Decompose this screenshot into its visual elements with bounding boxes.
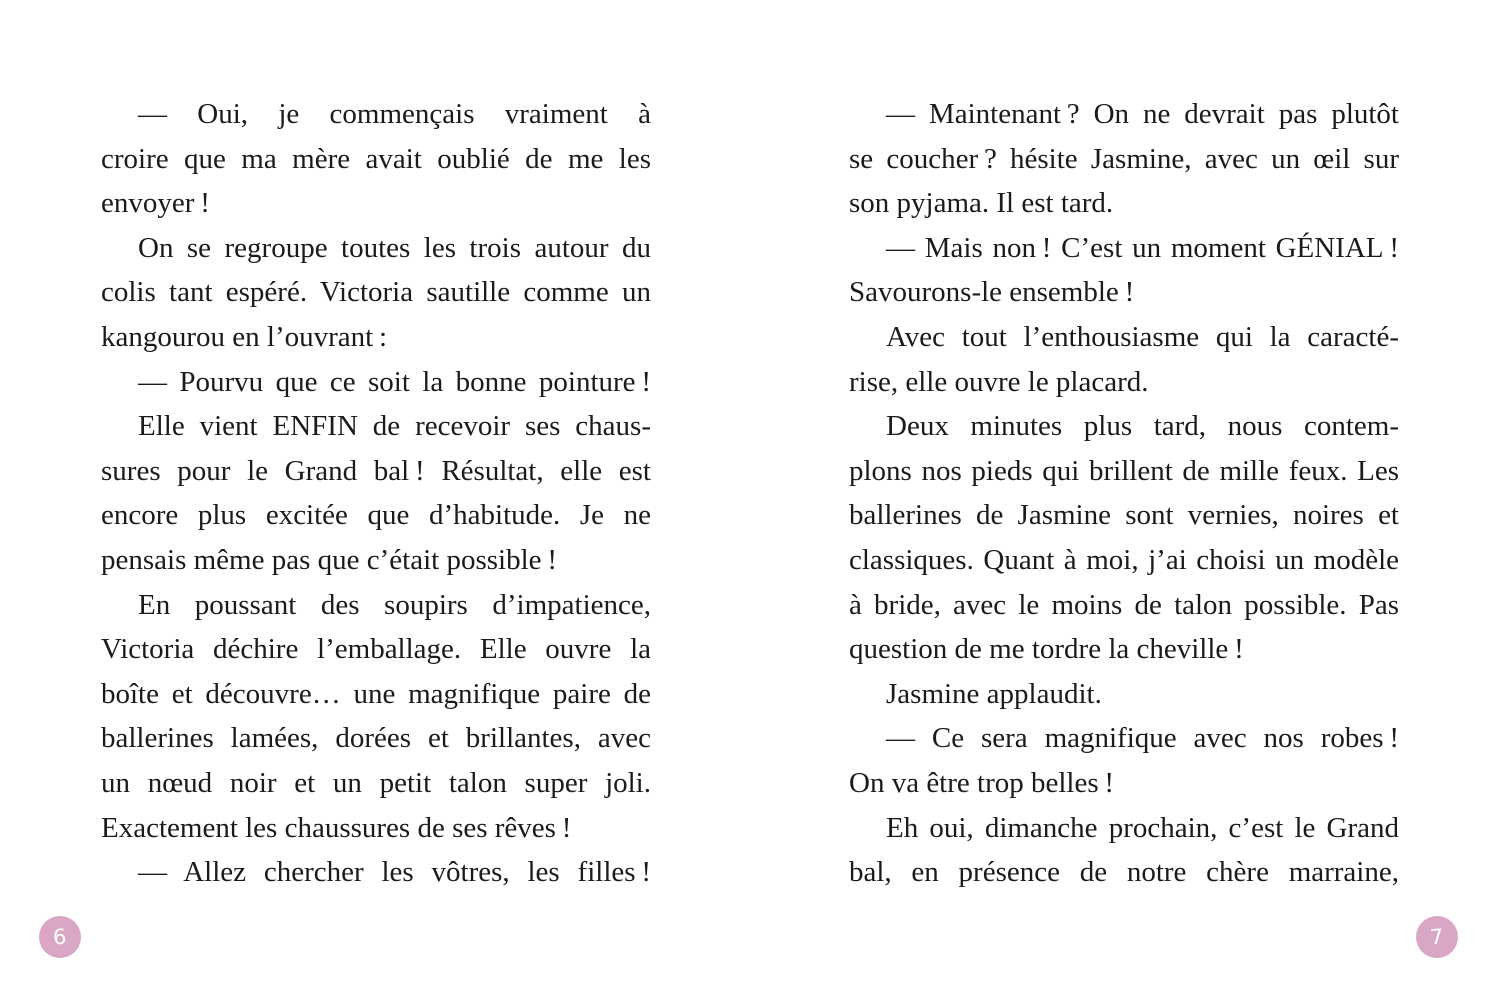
page-number-left: 6 — [52, 924, 68, 949]
text-line: — Mais non ! C’est un moment GÉNIAL ! — [886, 231, 1399, 264]
text-line: — Allez chercher les vôtres, les filles ! — [138, 856, 651, 889]
text-line: croire que ma mère avait oublié de me les — [101, 142, 651, 175]
text-line: encore plus excitée que d’habitude. Je ne — [101, 499, 651, 532]
text-line: question de me tordre la cheville ! — [849, 633, 1244, 666]
text-line: En poussant des soupirs d’impatience, — [138, 588, 651, 621]
text-line: se coucher ? hésite Jasmine, avec un œil sur — [849, 142, 1399, 175]
text-line: sures pour le Grand bal ! Résultat, elle est — [101, 454, 651, 487]
text-line: — Pourvu que ce soit la bonne pointure ! — [138, 365, 651, 398]
page-number-right: 7 — [1429, 924, 1445, 949]
paragraph — [849, 92, 1399, 226]
text-line: Savourons-le ensemble ! — [849, 276, 1135, 309]
paragraph — [849, 226, 1399, 315]
text-line: — Maintenant ? On ne devrait pas plutôt — [886, 98, 1399, 130]
page-number-badge-right — [1416, 916, 1458, 958]
text-line: un nœud noir et un petit talon super joli. — [101, 766, 651, 799]
text-line: — Ce sera magnifique avec nos robes ! — [886, 722, 1399, 755]
page-right — [750, 0, 1500, 994]
page-number-badge-left — [39, 916, 81, 958]
paragraph — [849, 404, 1399, 672]
text-line: Deux minutes plus tard, nous contem- — [886, 410, 1399, 443]
paragraph — [849, 315, 1399, 404]
paragraph — [101, 583, 651, 851]
text-line: rise, elle ouvre le placard. — [849, 365, 1149, 398]
text-line: bal, en présence de notre chère marraine, — [849, 856, 1399, 889]
paragraph — [101, 360, 651, 405]
text-line: ballerines lamées, dorées et brillantes, avec — [101, 722, 651, 755]
text-line: classiques. Quant à moi, j’ai choisi un modèle — [849, 543, 1399, 576]
text-line: pensais même pas que c’était possible ! — [101, 543, 557, 576]
paragraph — [849, 716, 1399, 805]
text-line: Eh oui, dimanche prochain, c’est le Grand — [886, 811, 1399, 844]
text-line: Elle vient ENFIN de recevoir ses chaus- — [138, 410, 651, 443]
text-line: boîte et découvre… une magnifique paire de — [101, 677, 651, 710]
text-line: Exactement les chaussures de ses rêves ! — [101, 811, 572, 844]
text-line: colis tant espéré. Victoria sautille comme un — [101, 276, 651, 309]
paragraph — [101, 226, 651, 360]
page-left-text-column — [101, 92, 651, 895]
text-line: ballerines de Jasmine sont vernies, noires et — [849, 499, 1399, 532]
paragraph — [101, 92, 651, 226]
text-line: plons nos pieds qui brillent de mille feux. Les — [849, 454, 1399, 487]
text-line: son pyjama. Il est tard. — [849, 187, 1114, 220]
text-line: Avec tout l’enthousiasme qui la caracté- — [886, 320, 1399, 353]
text-line: — Oui, je commençais vraiment à — [138, 98, 651, 130]
paragraph — [849, 672, 1399, 717]
paragraph — [101, 404, 651, 582]
text-line: On va être trop belles ! — [849, 766, 1115, 799]
paragraph — [849, 806, 1399, 895]
text-line: kangourou en l’ouvrant : — [101, 320, 388, 353]
text-line: envoyer ! — [101, 187, 210, 220]
text-line: On se regroupe toutes les trois autour du — [138, 231, 651, 264]
text-line: Jasmine applaudit. — [886, 677, 1102, 710]
text-line: à bride, avec le moins de talon possible. Pas — [849, 588, 1399, 621]
text-line: Victoria déchire l’emballage. Elle ouvre la — [101, 633, 651, 666]
page-right-text-column — [849, 92, 1399, 895]
paragraph — [101, 850, 651, 895]
